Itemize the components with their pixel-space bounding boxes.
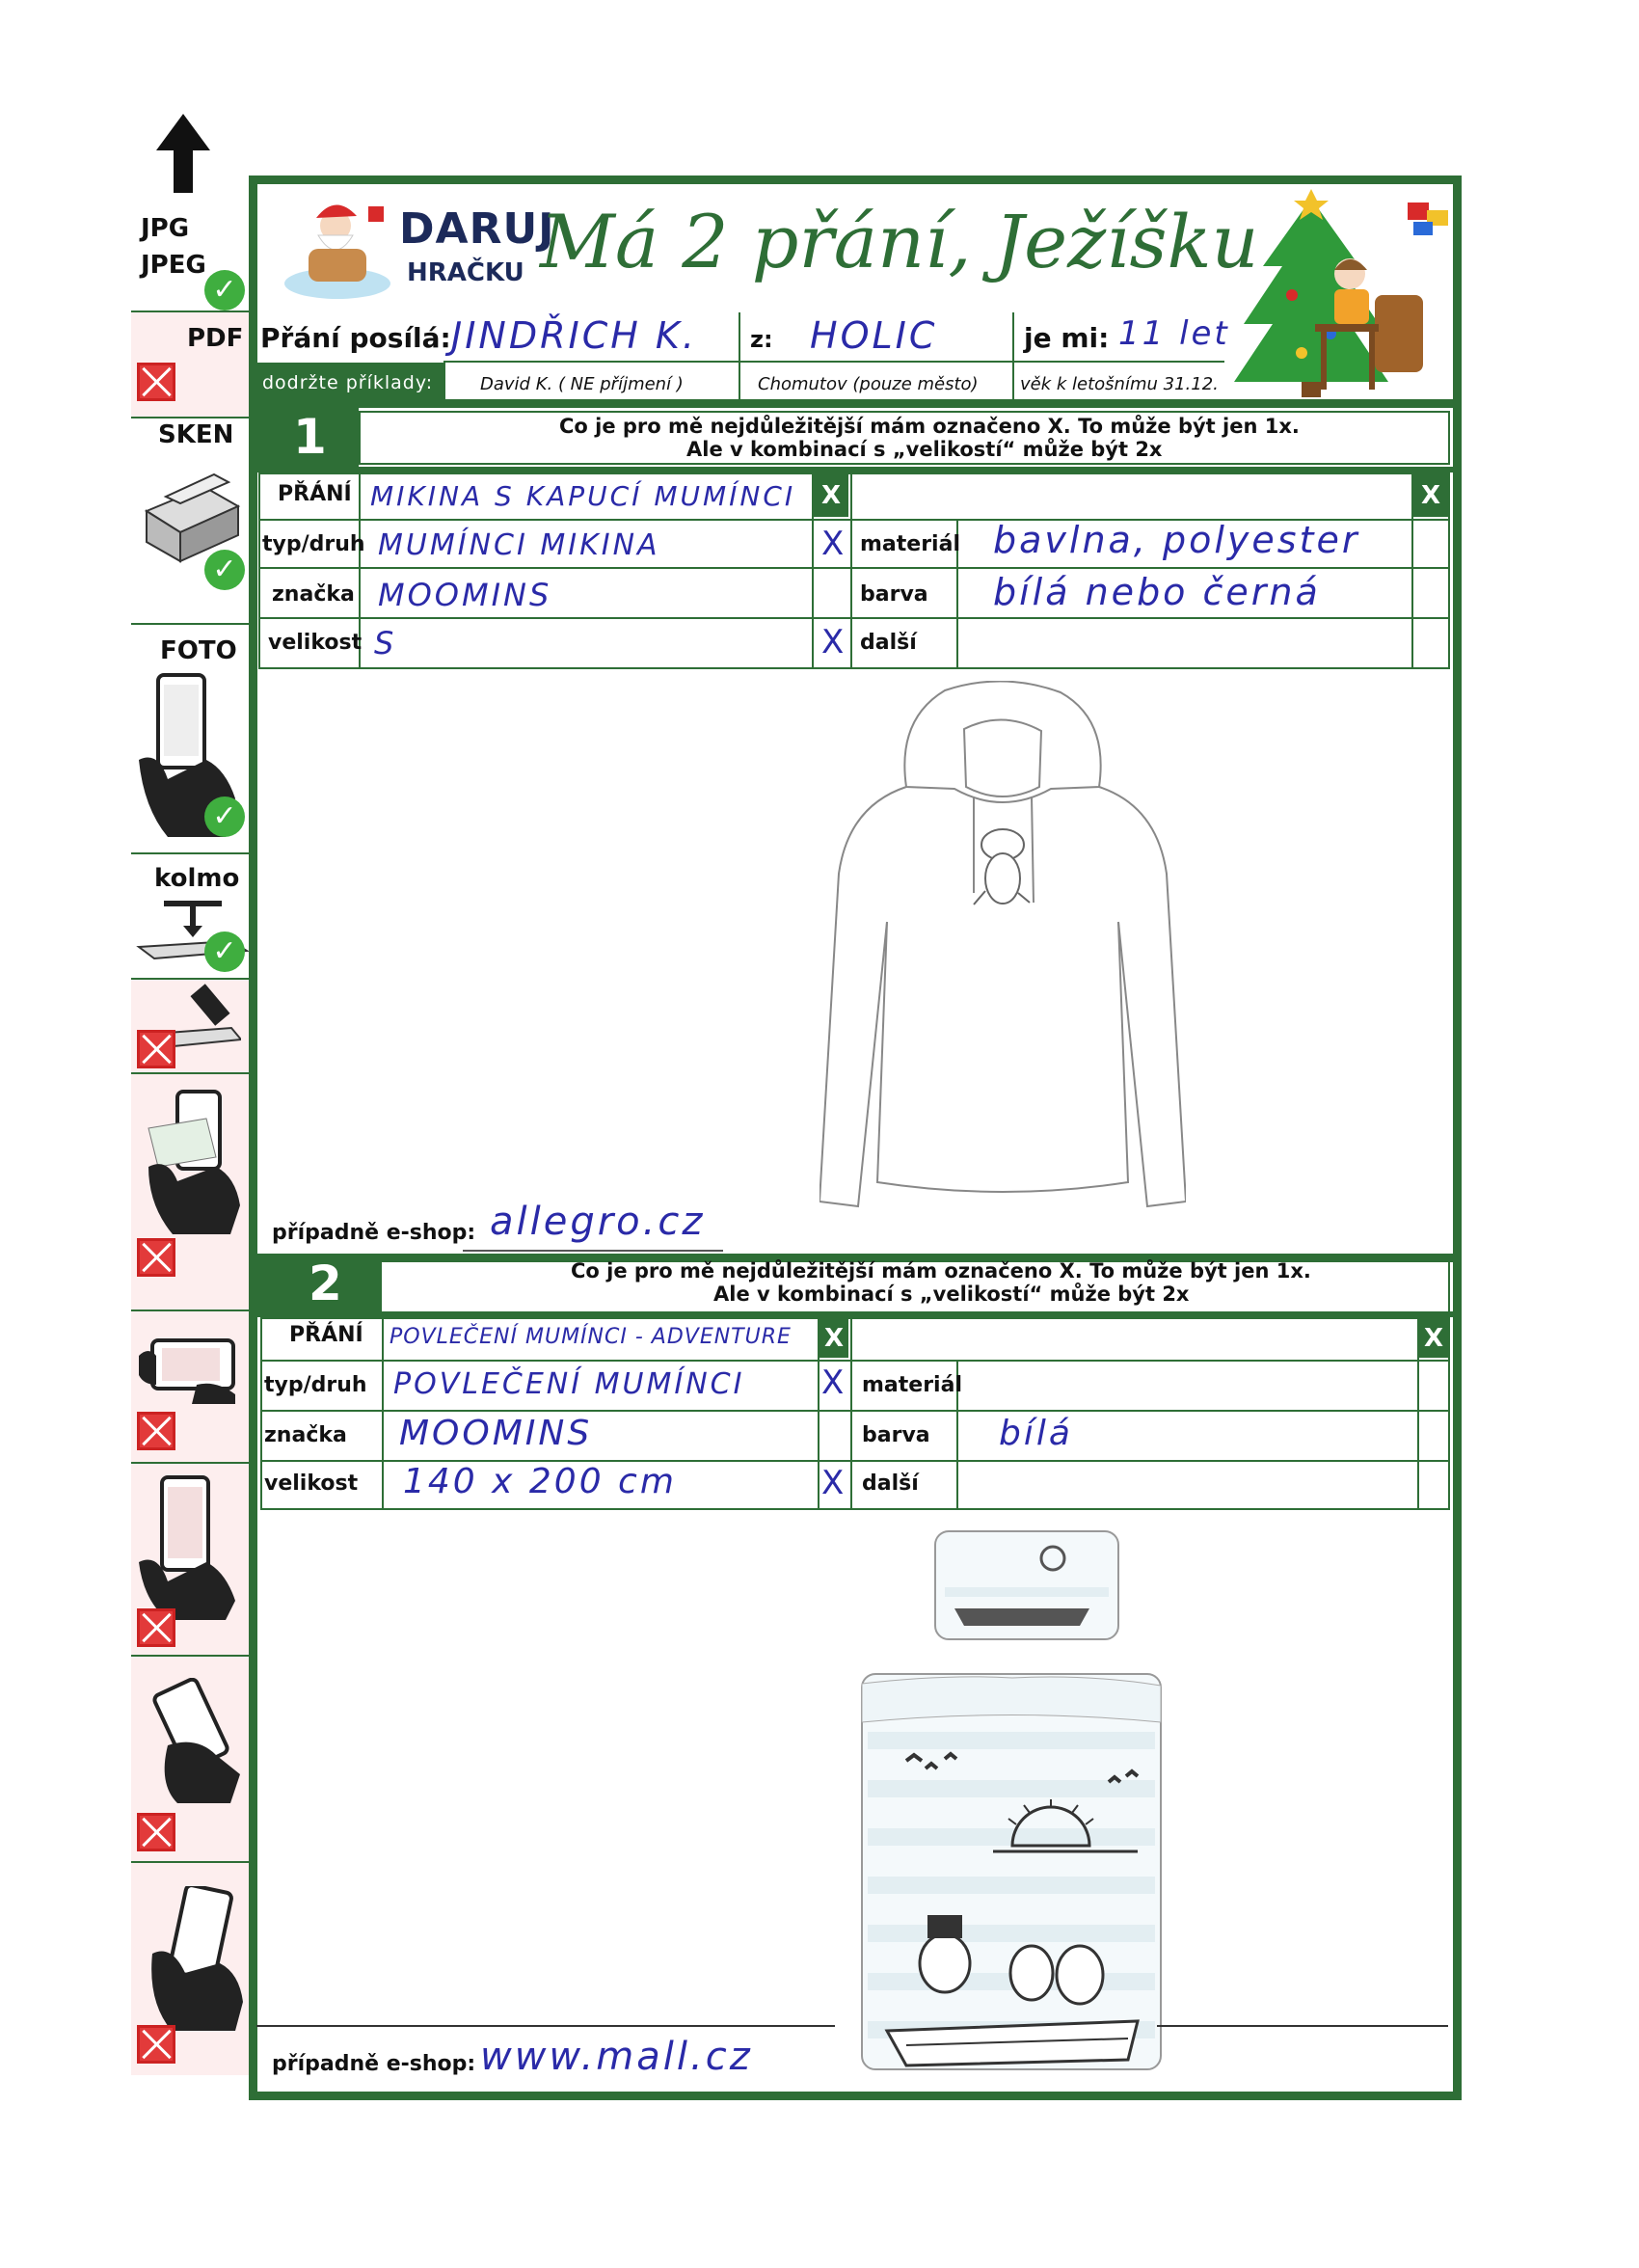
- type-value: MUMÍNCI MIKINA: [378, 528, 660, 562]
- type-priority-mark: X: [821, 525, 847, 563]
- cross-icon: [137, 363, 175, 401]
- other-label: další: [860, 631, 917, 655]
- hint-age: věk k letošnímu 31.12.: [1020, 374, 1219, 394]
- phone-landscape-icon: [139, 1327, 245, 1404]
- cross-icon: [137, 1238, 175, 1277]
- format-perpendicular-label: kolmo: [154, 864, 240, 893]
- size-label: velikost: [264, 1472, 359, 1496]
- size-priority-mark: X: [821, 623, 847, 662]
- wish-instructions-2: Ale v kombinací s „velikostí“ může být 2x: [713, 1282, 1190, 1306]
- phone-tilted-hand-icon: [139, 1678, 245, 1803]
- sender-label: Přání posílá:: [260, 322, 451, 354]
- size-priority-mark: X: [821, 1464, 847, 1502]
- from-value: HOLIC: [810, 314, 938, 357]
- color-value: bílá: [999, 1414, 1073, 1453]
- check-icon: ✓: [204, 932, 245, 972]
- material-value: bavlna, polyester: [993, 519, 1360, 561]
- priority-x-mark: X: [814, 474, 848, 517]
- type-priority-mark: X: [821, 1364, 847, 1402]
- brand-value: MOOMINS: [399, 1414, 593, 1453]
- brand-label: značka: [272, 582, 355, 607]
- size-value: S: [374, 625, 397, 662]
- cross-icon: [137, 2025, 175, 2064]
- cross-icon: [137, 1813, 175, 1851]
- bedding-illustration: [848, 1529, 1176, 2089]
- phone-hand-icon: [139, 1475, 245, 1620]
- hint-city: Chomutov (pouze město): [758, 374, 979, 394]
- color-label: barva: [860, 582, 928, 607]
- format-jpg-label: JPG: [141, 214, 190, 243]
- type-value: POVLEČENÍ MUMÍNCI: [393, 1367, 745, 1401]
- wish-instructions-1: Co je pro mě nejdůležitější mám označeno X. To může být jen 1x.: [571, 1259, 1311, 1282]
- christmas-tree-illustration: [1234, 189, 1456, 401]
- brand-value: MOOMINS: [378, 577, 552, 613]
- check-icon: ✓: [204, 270, 245, 310]
- format-photo-label: FOTO: [160, 636, 237, 665]
- color-value: bílá nebo černá: [993, 571, 1321, 613]
- santa-logo-icon: [280, 197, 395, 303]
- from-label: z:: [750, 326, 773, 353]
- logo-daruj: DARUJ: [399, 204, 555, 254]
- hint-label: dodržte příklady:: [262, 372, 434, 393]
- page-title: Má 2 přání, Ježíšku: [540, 199, 1259, 284]
- eshop-value: www.mall.cz: [480, 2035, 753, 2079]
- priority-x-mark: X: [1419, 1319, 1448, 1358]
- format-scan-label: SKEN: [158, 420, 234, 449]
- phone-angle-icon: [139, 1090, 245, 1234]
- priority-x-mark: X: [1413, 474, 1448, 517]
- format-jpeg-label: JPEG: [141, 251, 206, 280]
- eshop-value: allegro.cz: [490, 1200, 706, 1244]
- wish-value: MIKINA S KAPUCÍ MUMÍNCI: [370, 480, 796, 512]
- other-label: další: [862, 1472, 919, 1496]
- wish-instructions-2: Ale v kombinací s „velikostí“ může být 2x: [686, 438, 1163, 461]
- material-label: materiál: [862, 1373, 962, 1397]
- age-value: 11 let: [1118, 314, 1230, 353]
- hint-name: David K. ( NE příjmení ): [480, 374, 684, 394]
- logo-hracku: HRAČKU: [407, 258, 524, 287]
- brand-label: značka: [264, 1423, 347, 1447]
- sender-value: JINDŘICH K.: [451, 314, 697, 357]
- color-label: barva: [862, 1423, 930, 1447]
- size-label: velikost: [268, 631, 363, 655]
- wish-value: POVLEČENÍ MUMÍNCI - ADVENTURE: [390, 1325, 792, 1349]
- wish-number: 2: [309, 1256, 342, 1311]
- wish-number: 1: [293, 409, 327, 465]
- check-icon: ✓: [204, 550, 245, 590]
- check-icon: ✓: [204, 796, 245, 837]
- eshop-label: případně e-shop:: [272, 2052, 476, 2076]
- phone-grip-icon: [143, 1886, 249, 2031]
- wish-label: PŘÁNÍ: [289, 1323, 363, 1347]
- type-label: typ/druh: [262, 532, 365, 556]
- material-label: materiál: [860, 532, 960, 556]
- cross-icon: [137, 1030, 175, 1068]
- age-label: je mi:: [1024, 322, 1110, 354]
- eshop-label: případně e-shop:: [272, 1221, 476, 1245]
- priority-x-mark: X: [820, 1319, 848, 1358]
- size-value: 140 x 200 cm: [403, 1462, 677, 1501]
- arrow-up-icon: [156, 114, 210, 193]
- format-pdf-label: PDF: [187, 324, 244, 353]
- cross-icon: [137, 1412, 175, 1450]
- wish-instructions-1: Co je pro mě nejdůležitější mám označeno X. To může být jen 1x.: [559, 415, 1300, 438]
- wish-label: PŘÁNÍ: [278, 482, 352, 506]
- type-label: typ/druh: [264, 1373, 367, 1397]
- cross-icon: [137, 1608, 175, 1647]
- hoodie-sketch: [820, 681, 1186, 1221]
